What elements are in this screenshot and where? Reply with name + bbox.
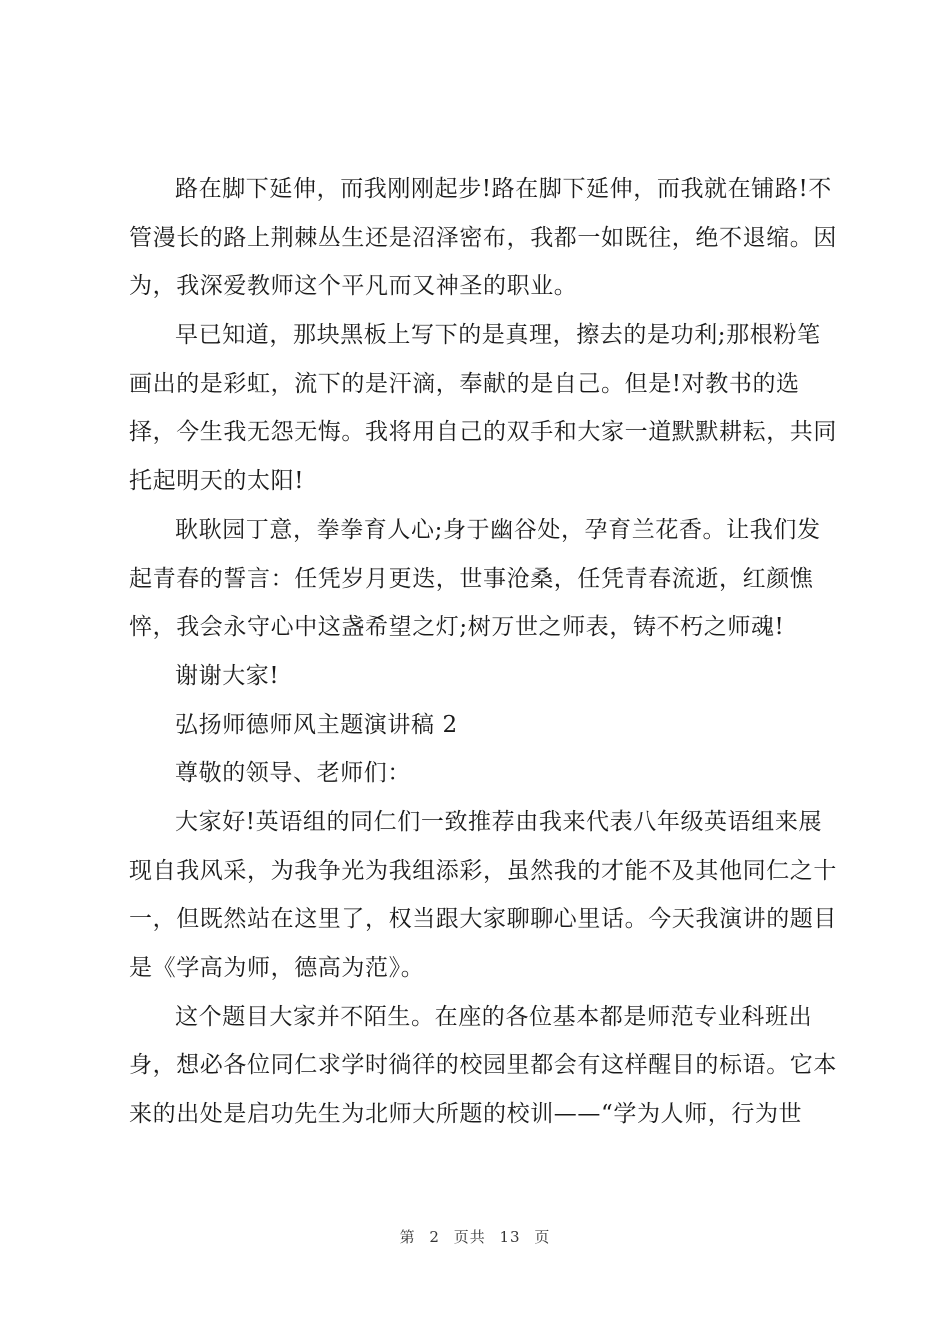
- document-body: [129, 165, 837, 1139]
- text-line: 择，今生我无怨无悔。我将用自己的双手和大家一道默默耕耘，共同: [129, 419, 837, 446]
- footer-middle: 页共: [453, 1228, 486, 1246]
- text-line: 起青春的誓言：任凭岁月更迭，世事沧桑，任凭青春流逝，红颜憔: [129, 565, 814, 592]
- text-line: 为，我深爱教师这个平凡而又神圣的职业。: [129, 273, 578, 300]
- text-line: 尊敬的领导、老师们：: [175, 760, 411, 787]
- footer-total-pages: 13: [499, 1228, 521, 1246]
- text-line: 路在脚下延伸，而我刚刚起步!路在脚下延伸，而我就在铺路!不: [175, 176, 832, 202]
- text-line: 耿耿园丁意，拳拳育人心;身于幽谷处，孕育兰花香。让我们发: [175, 516, 821, 543]
- text-line: 大家好!英语组的同仁们一致推荐由我来代表八年级英语组来展: [175, 808, 823, 835]
- text-line: 画出的是彩虹，流下的是汗滴，奉献的是自己。但是!对教书的选: [129, 370, 800, 397]
- text-line: 弘扬师德师风主题演讲稿 2: [175, 711, 458, 738]
- text-line: 早已知道，那块黑板上写下的是真理，擦去的是功利;那根粉笔: [175, 322, 821, 349]
- page-footer: [0, 1226, 950, 1247]
- text-line: 是《学高为师，德高为范》。: [129, 955, 425, 981]
- text-line: 身，想必各位同仁求学时徜徉的校园里都会有这样醒目的标语。它本: [129, 1052, 837, 1079]
- text-line: 管漫长的路上荆棘丛生还是沼泽密布，我都一如既往，绝不退缩。因: [129, 224, 837, 251]
- text-line: 来的出处是启功先生为北师大所题的校训——“学为人师，行为世: [129, 1101, 803, 1128]
- text-line: 一，但既然站在这里了，权当跟大家聊聊心里话。今天我演讲的题目: [129, 906, 837, 933]
- text-line: 悴，我会永守心中这盏希望之灯;树万世之师表，铸不朽之师魂!: [129, 614, 785, 641]
- footer-suffix: 页: [534, 1228, 551, 1246]
- text-line: 现自我风采，为我争光为我组添彩，虽然我的才能不及其他同仁之十: [129, 857, 837, 884]
- footer-page-number: 2: [429, 1228, 440, 1246]
- footer-prefix: 第: [399, 1228, 416, 1246]
- text-line: 托起明天的太阳!: [129, 468, 305, 495]
- text-line: 这个题目大家并不陌生。在座的各位基本都是师范专业科班出: [175, 1003, 813, 1030]
- text-line: 谢谢大家!: [175, 662, 280, 689]
